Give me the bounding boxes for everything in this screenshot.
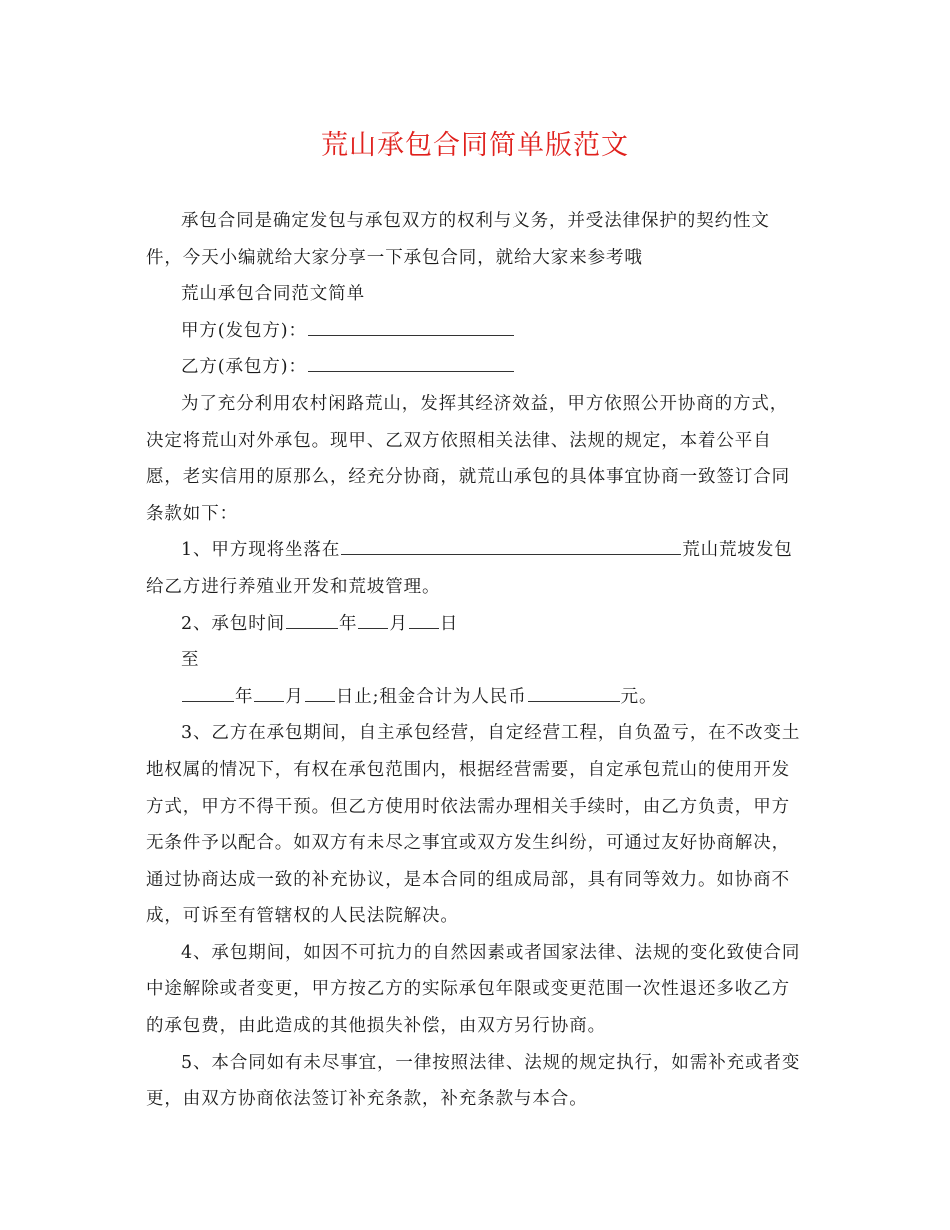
clause-2 bbox=[146, 606, 802, 643]
end-month-blank bbox=[254, 682, 284, 701]
rent-amount-blank bbox=[528, 682, 620, 701]
start-day-unit: 日 bbox=[439, 613, 459, 634]
document-body bbox=[146, 203, 802, 1118]
clause-1 bbox=[146, 532, 802, 605]
party-a-blank bbox=[308, 316, 514, 335]
clause-3: 3、乙方在承包期间，自主承包经营，自定经营工程，自负盈亏，在不改变土地权属的情况下，有权在承包范围内，根据经营需要，自定承包荒山的使用开发方式，甲方不得干预。但乙方使用时依法需办理相关手续时，由乙方负责，甲方无条件予以配合。如双方有未尽之事宜或双方发生纠纷，可通过友好协商解决，通过协商达成一致的补充协议，是本合同的组成局部，具有同等效力。如协商不成，可诉至有管辖权的人民法院解决。 bbox=[146, 723, 801, 927]
start-day-blank bbox=[409, 609, 439, 628]
clause-1-suffix: 荒山荒坡发包给乙方进行养殖业开发和荒坡管理。 bbox=[146, 540, 793, 597]
document-title: 荒山承包合同简单版范文 bbox=[321, 130, 629, 161]
location-blank bbox=[341, 536, 681, 555]
clause-5: 5、本合同如有未尽事宜，一律按照法律、法规的规定执行，如需补充或者变更，由双方协商依法签订补充条款，补充条款与本合。 bbox=[146, 1052, 801, 1110]
start-month-blank bbox=[358, 609, 388, 628]
clause-2-prefix: 2、承包时间 bbox=[181, 613, 286, 634]
clause-4: 4、承包期间，如因不可抗力的自然因素或者国家法律、法规的变化致使合同中途解除或者变更，甲方按乙方的实际承包年限或变更范围一次性退还多收乙方的承包费，由此造成的其他损失补偿，由双方另行协商。 bbox=[146, 942, 801, 1037]
party-a-line bbox=[146, 313, 802, 350]
clause-2-to: 至 bbox=[181, 650, 200, 671]
end-suffix: 日止;租金合计为人民币 bbox=[335, 686, 527, 707]
end-year-unit: 年 bbox=[235, 686, 254, 707]
clause-2-end bbox=[146, 679, 802, 716]
end-year-blank bbox=[182, 682, 234, 701]
preamble-paragraph: 为了充分利用农村闲路荒山，发挥其经济效益，甲方依照公开协商的方式，决定将荒山对外承包。现甲、乙双方依照相关法律、法规的规定，本着公平自愿，老实信用的原那么，经充分协商，就荒山承包的具体事宜协商一致签订合同条款如下： bbox=[146, 393, 790, 524]
intro-paragraph: 承包合同是确定发包与承包双方的权利与义务，并受法律保护的契约性文件，今天小编就给大家分享一下承包合同，就给大家来参考哦 bbox=[146, 211, 770, 268]
end-month-unit: 月 bbox=[285, 686, 304, 707]
start-year-unit: 年 bbox=[339, 613, 358, 634]
contract-subtitle: 荒山承包合同范文简单 bbox=[181, 284, 365, 305]
party-b-label: 乙方(承包方)： bbox=[181, 357, 307, 378]
party-a-label: 甲方(发包方)： bbox=[181, 320, 307, 341]
party-b-line bbox=[146, 349, 802, 386]
end-day-blank bbox=[305, 682, 335, 701]
clause-1-prefix: 1、甲方现将坐落在 bbox=[181, 540, 341, 561]
party-b-blank bbox=[308, 353, 514, 372]
start-year-blank bbox=[286, 609, 338, 628]
start-month-unit: 月 bbox=[389, 613, 408, 634]
yuan-label: 元。 bbox=[620, 686, 658, 707]
